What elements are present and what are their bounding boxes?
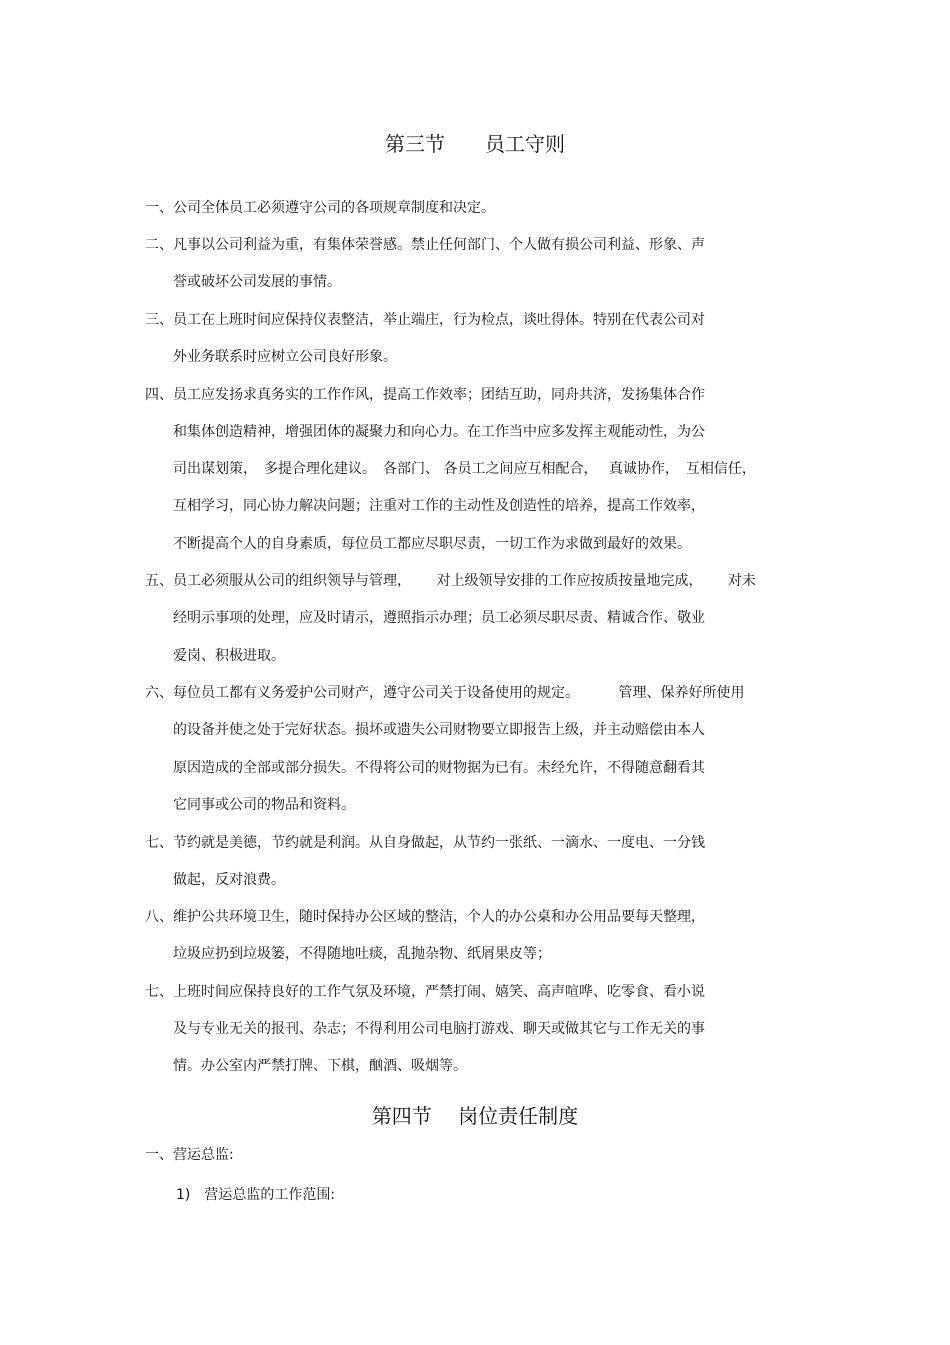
rule-line: 三、员工在上班时间应保持仪表整洁，举止端庄，行为检点，谈吐得体。特别在代表公司对 [145,312,705,328]
rule-line: 二、凡事以公司利益为重，有集体荣誉感。禁止任何部门、个人做有损公司利益、形象、声 [145,237,705,253]
rule-line: 六、每位员工都有义务爱护公司财产，遵守公司关于设备使用的规定。 管理、保养好所使用 [145,685,745,701]
rule-line: 原因造成的全部或部分损失。不得将公司的财物据为已有。未经允许，不得随意翻看其 [173,760,705,776]
rule-line: 七、上班时间应保持良好的工作气氛及环境，严禁打闹、嬉笑、高声喧哗、吃零食、看小说 [145,984,705,1000]
rule-line: 四、员工应发扬求真务实的工作作风，提高工作效率；团结互助，同舟共济，发扬集体合作 [145,387,705,403]
rule-line: 不断提高个人的自身素质，每位员工都应尽职尽责，一切工作为求做到最好的效果。 [173,536,691,552]
rule-line: 一、公司全体员工必须遵守公司的各项规章制度和决定。 [145,200,495,216]
section3-title: 第三节 员工守则 [385,132,565,156]
duty-subheading: 1) 营运总监的工作范围: [176,1187,336,1203]
rule-line: 做起，反对浪费。 [173,872,285,888]
rule-line: 情。办公室内严禁打牌、下棋，酗酒、吸烟等。 [173,1058,467,1074]
rule-line: 垃圾应扔到垃圾篓，不得随地吐痰，乱抛杂物、纸屑果皮等； [173,946,551,962]
rule-line: 的设备并使之处于完好状态。损坏或遗失公司财物要立即报告上级，并主动赔偿由本人 [173,722,705,738]
rule-line: 誉或破坏公司发展的事情。 [173,274,341,290]
rule-line: 爱岗、积极进取。 [173,648,285,664]
rule-line: 外业务联系时应树立公司良好形象。 [173,349,397,365]
rule-line: 七、节约就是美德，节约就是利润。从自身做起，从节约一张纸、一滴水、一度电、一分钱 [145,835,705,851]
rule-line: 及与专业无关的报刊、杂志；不得利用公司电脑打游戏、聊天或做其它与工作无关的事 [173,1021,705,1037]
rule-line: 五、员工必须服从公司的组织领导与管理， 对上级领导安排的工作应按质按量地完成， 对未 [145,573,756,589]
duty-heading: 一、营运总监: [145,1147,234,1163]
rule-line: 它同事或公司的物品和资料。 [173,797,355,813]
rule-line: 司出谋划策， 多提合理化建议。 各部门、 各员工之间应互相配合， 真诚协作， 互相信任， [173,461,756,477]
rule-line: 八、维护公共环境卫生，随时保持办公区域的整洁，个人的办公桌和办公用品要每天整理， [145,909,705,925]
section4-title: 第四节 岗位责任制度 [371,1104,579,1128]
rule-line: 互相学习，同心协力解决问题；注重对工作的主动性及创造性的培养，提高工作效率， [173,498,705,514]
rule-line: 和集体创造精神，增强团体的凝聚力和向心力。在工作当中应多发挥主观能动性，为公 [173,424,705,440]
rule-line: 经明示事项的处理，应及时请示，遵照指示办理；员工必须尽职尽责、精诚合作、敬业 [173,610,705,626]
